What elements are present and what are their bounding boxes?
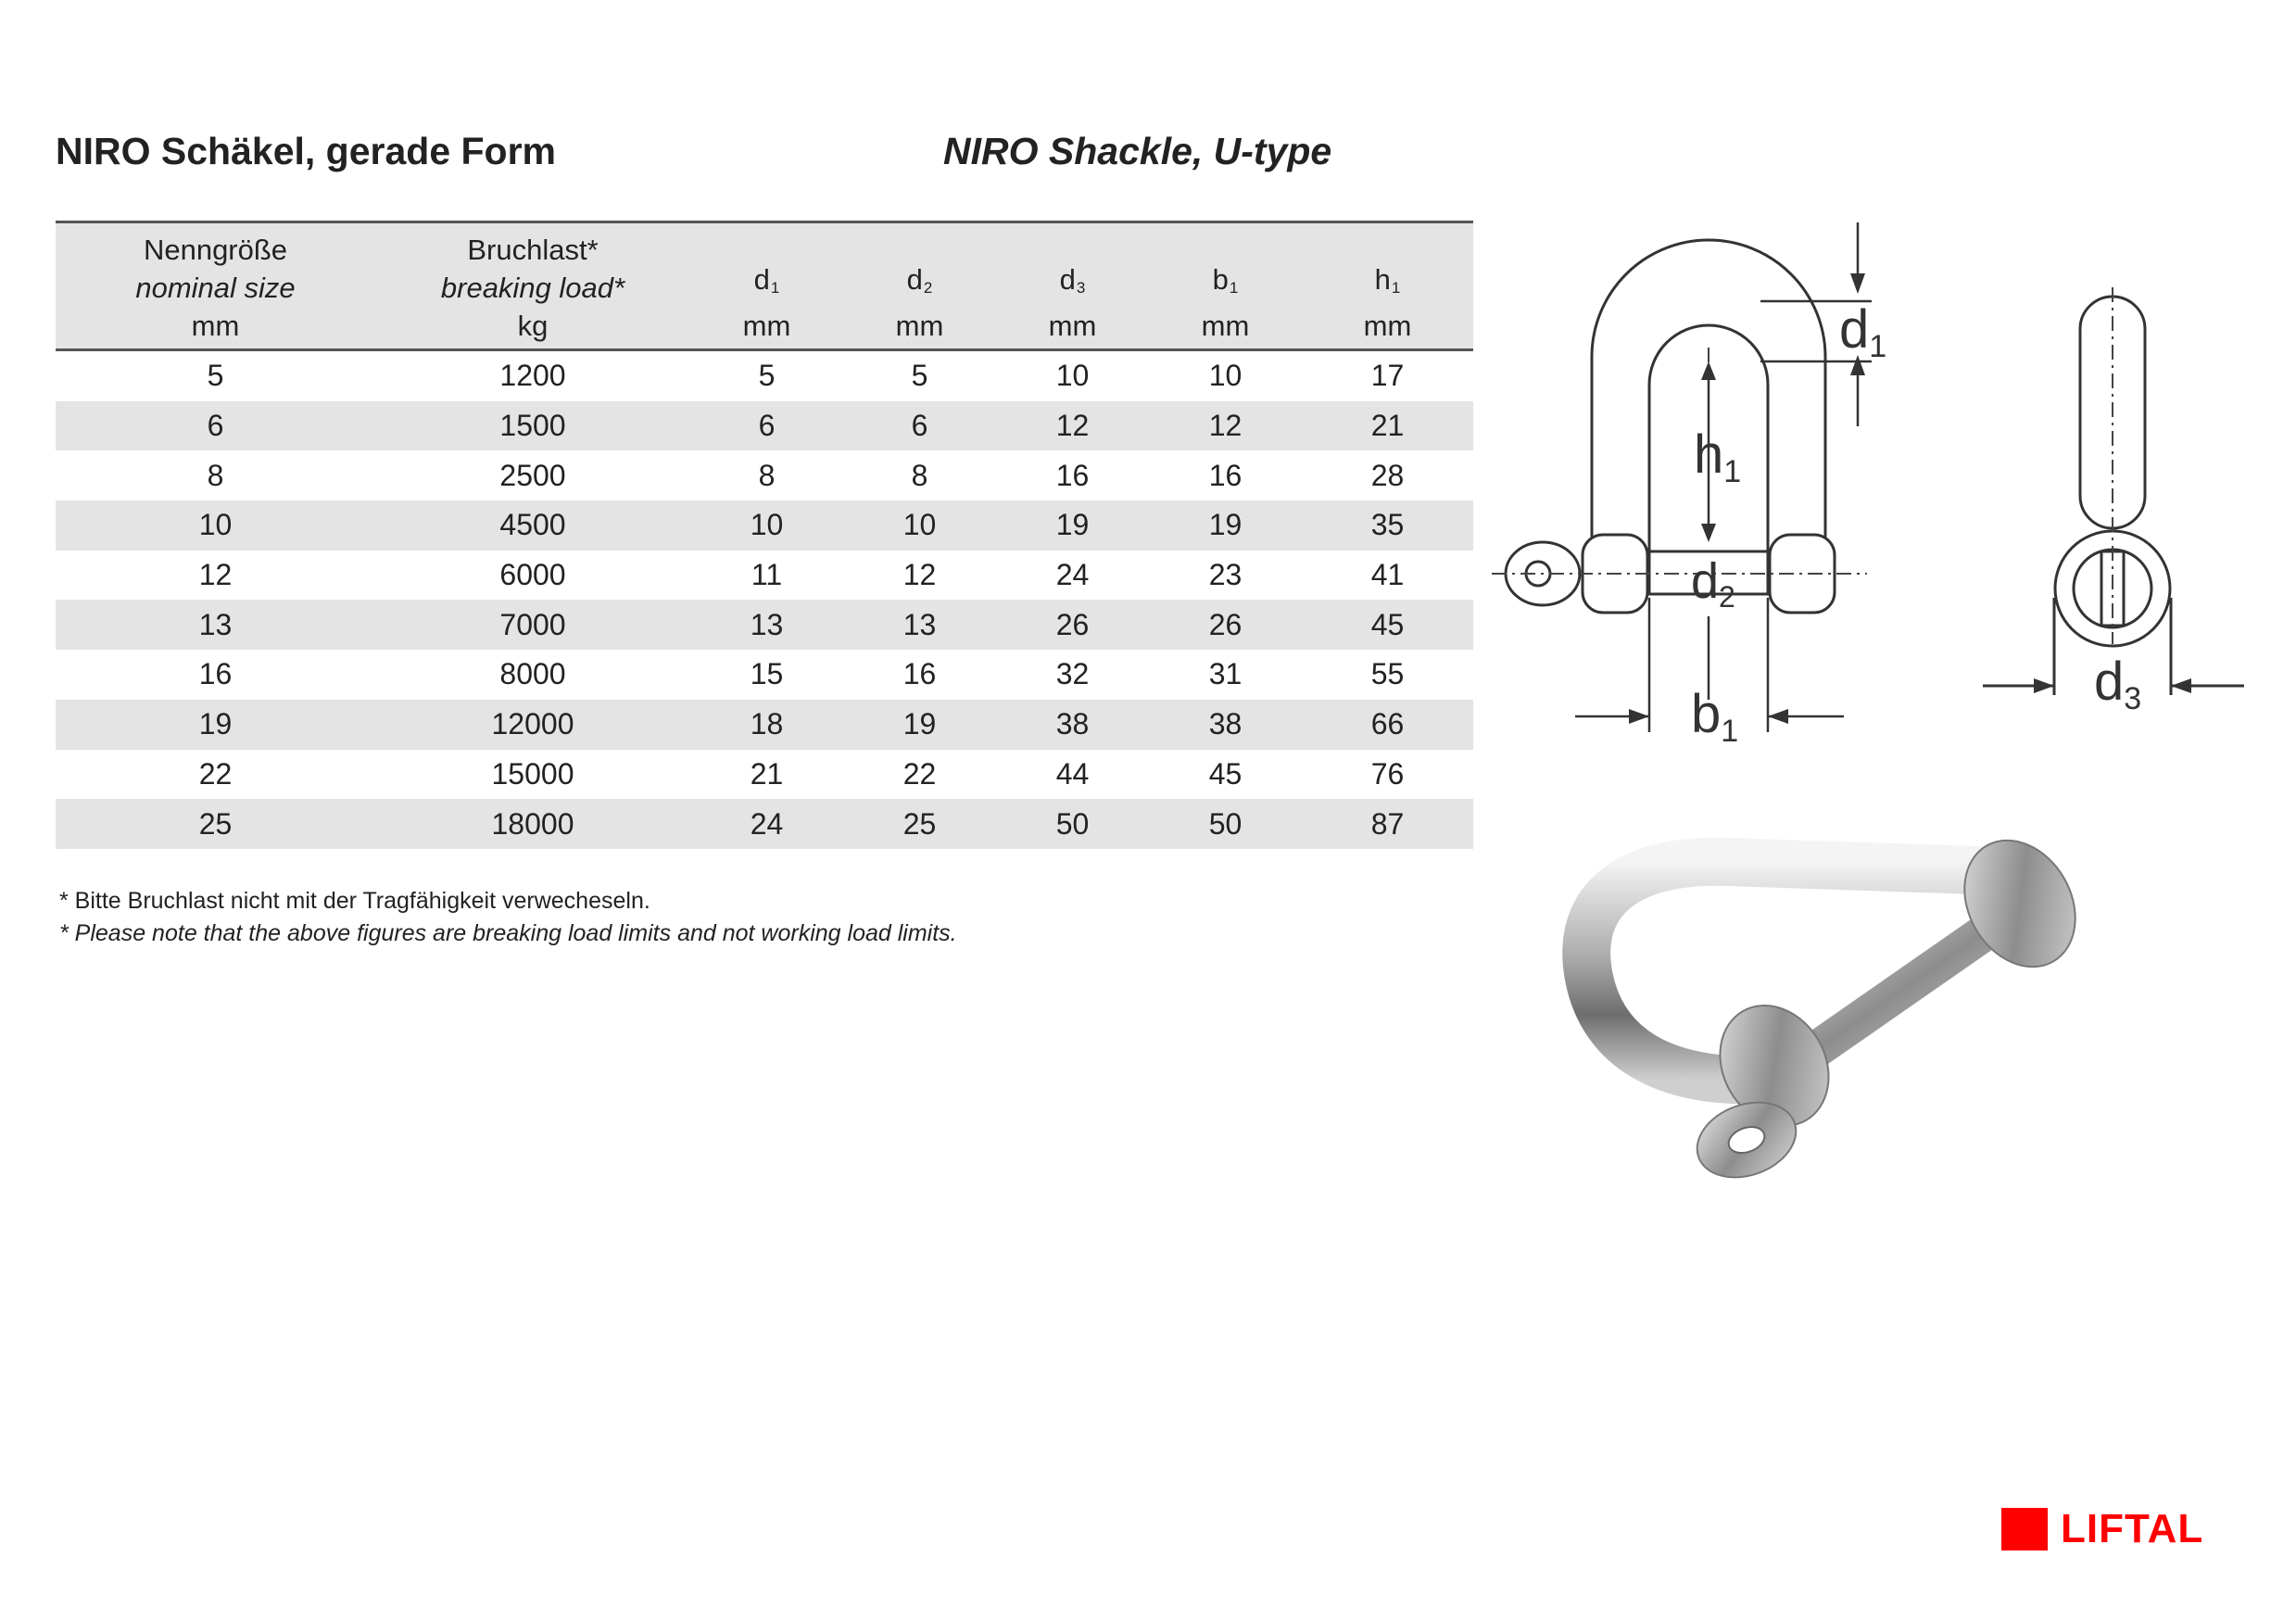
shackle-photo (1487, 788, 2196, 1233)
cell-h1: 45 (1370, 607, 1405, 641)
cell-h1: 35 (1370, 508, 1405, 542)
cell-d1: 13 (750, 607, 784, 641)
brand-square-icon (2001, 1508, 2048, 1550)
label-b1: b1 (1691, 684, 1739, 749)
cell-b1: 16 (1208, 458, 1243, 492)
label-d3: d3 (2094, 652, 2142, 716)
table-row (56, 750, 1473, 800)
cell-d2: 10 (902, 508, 937, 542)
cell-size: 6 (207, 409, 224, 443)
cell-d1: 18 (750, 707, 784, 741)
footnote-german: * Bitte Bruchlast nicht mit der Tragfähigkeit verwecheseln. (59, 888, 650, 914)
table-row (56, 700, 1473, 750)
cell-d3: 16 (1055, 458, 1090, 492)
title-english: NIRO Shackle, U-type (943, 130, 1332, 172)
shackle-technical-drawing (1482, 209, 2261, 765)
cell-size: 19 (198, 707, 233, 741)
header-h1: $h_1$ mm (1302, 222, 1473, 350)
header-size: Nenngröße nominal size mm (56, 222, 375, 350)
cell-d3: 12 (1055, 409, 1090, 443)
footnotes (59, 885, 957, 950)
cell-h1: 41 (1370, 558, 1405, 592)
cell-d3: 10 (1055, 359, 1090, 393)
table-row (56, 650, 1473, 700)
cell-size: 5 (207, 359, 224, 393)
cell-load: 8000 (499, 657, 566, 691)
cell-b1: 12 (1208, 409, 1243, 443)
cell-load: 12000 (491, 707, 574, 741)
table-row (56, 551, 1473, 601)
cell-size: 13 (198, 607, 233, 641)
cell-d2: 6 (911, 409, 928, 443)
header-d3: $d_3$ mm (996, 222, 1149, 350)
cell-d2: 22 (902, 756, 937, 791)
table-row (56, 401, 1473, 451)
header-d2: $d_2$ mm (843, 222, 996, 350)
cell-d3: 26 (1055, 607, 1090, 641)
header-load: Bruchlast* breaking load* kg (375, 222, 690, 350)
table-row (56, 350, 1473, 401)
cell-b1: 26 (1208, 607, 1243, 641)
footnote-english: * Please note that the above figures are breaking load limits and not working load limits. (59, 920, 957, 946)
cell-size: 8 (207, 458, 224, 492)
cell-size: 12 (198, 558, 233, 592)
cell-b1: 38 (1208, 707, 1243, 741)
cell-load: 6000 (499, 558, 566, 592)
cell-d3: 24 (1055, 558, 1090, 592)
cell-h1: 17 (1370, 359, 1405, 393)
table-header-row (56, 222, 1473, 350)
cell-load: 2500 (499, 458, 566, 492)
label-d1: d1 (1839, 299, 1887, 364)
cell-d2: 16 (902, 657, 937, 691)
cell-d2: 13 (902, 607, 937, 641)
cell-load: 1200 (499, 359, 566, 393)
brand-name: LIFTAL (2061, 1506, 2204, 1551)
cell-h1: 21 (1370, 409, 1405, 443)
cell-h1: 66 (1370, 707, 1405, 741)
cell-b1: 31 (1208, 657, 1243, 691)
cell-d3: 38 (1055, 707, 1090, 741)
cell-d2: 8 (911, 458, 928, 492)
cell-load: 7000 (499, 607, 566, 641)
label-d2: d2 (1691, 553, 1735, 614)
cell-load: 1500 (499, 409, 566, 443)
spec-table (56, 221, 1473, 849)
cell-b1: 45 (1208, 756, 1243, 791)
cell-b1: 19 (1208, 508, 1243, 542)
cell-load: 15000 (491, 756, 574, 791)
cell-b1: 50 (1208, 806, 1243, 841)
cell-d2: 5 (911, 359, 928, 393)
cell-load: 18000 (491, 806, 574, 841)
table-row (56, 500, 1473, 551)
cell-d3: 19 (1055, 508, 1090, 542)
cell-h1: 76 (1370, 756, 1405, 791)
cell-size: 22 (198, 756, 233, 791)
table-row (56, 600, 1473, 650)
cell-d1: 24 (750, 806, 784, 841)
cell-d1: 5 (758, 359, 776, 393)
cell-h1: 28 (1370, 458, 1405, 492)
cell-b1: 10 (1208, 359, 1243, 393)
cell-d1: 6 (758, 409, 776, 443)
cell-h1: 87 (1370, 806, 1405, 841)
cell-d1: 15 (750, 657, 784, 691)
cell-b1: 23 (1208, 558, 1243, 592)
cell-h1: 55 (1370, 657, 1405, 691)
cell-size: 25 (198, 806, 233, 841)
cell-d2: 12 (902, 558, 937, 592)
brand-logo (2001, 1506, 2203, 1552)
cell-d2: 19 (902, 707, 937, 741)
cell-size: 16 (198, 657, 233, 691)
header-b1: $b_1$ mm (1149, 222, 1302, 350)
cell-d3: 32 (1055, 657, 1090, 691)
cell-size: 10 (198, 508, 233, 542)
label-h1: h1 (1694, 424, 1742, 489)
cell-d1: 10 (750, 508, 784, 542)
title-german: NIRO Schäkel, gerade Form (56, 130, 557, 172)
cell-load: 4500 (499, 508, 566, 542)
cell-d1: 21 (750, 756, 784, 791)
cell-d3: 44 (1055, 756, 1090, 791)
cell-d1: 8 (758, 458, 776, 492)
cell-d1: 11 (751, 558, 783, 592)
cell-d3: 50 (1055, 806, 1090, 841)
table-row (56, 799, 1473, 849)
table-row (56, 450, 1473, 500)
cell-d2: 25 (902, 806, 937, 841)
header-d1: $d_1$ mm (690, 222, 843, 350)
